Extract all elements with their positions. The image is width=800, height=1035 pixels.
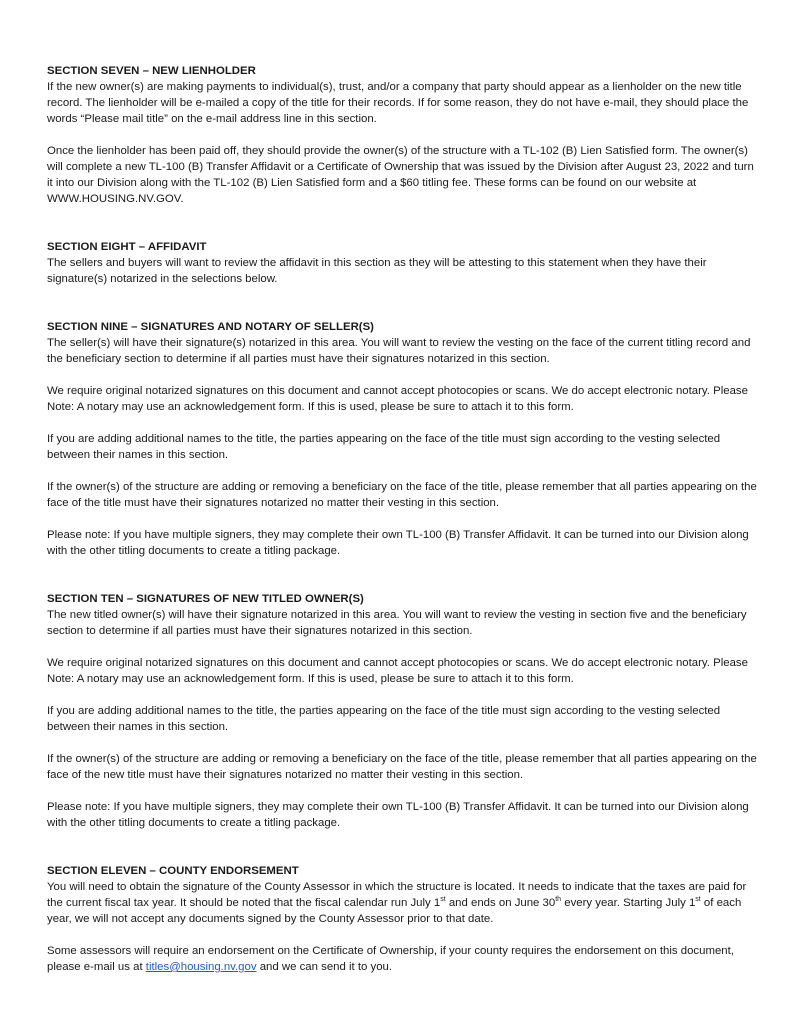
paragraph: Please note: If you have multiple signers, they may complete their own TL-100 (B) Transfer Affidavit. It can be turned into our Division along with the other titling documents to create a titling package.: [47, 801, 749, 829]
text-run: You will need to obtain the signature of the County Assessor in which the structure is located. It needs to indicate that the taxes are paid for the current fiscal tax year. It should be noted that the fiscal calendar run July 1: [47, 881, 747, 909]
section-heading: SECTION EIGHT – AFFIDAVIT: [47, 241, 207, 253]
text-run: and ends on June 30: [445, 897, 556, 909]
section-ten: [47, 591, 760, 831]
paragraph: The seller(s) will have their signature(s) notarized in this area. You will want to review the vesting on the face of the current titling record and the beneficiary section to determine if all parties must have their signatures notarized in this section.: [47, 337, 751, 365]
section-heading: SECTION SEVEN – NEW LIENHOLDER: [47, 65, 256, 77]
section-heading: SECTION ELEVEN – COUNTY ENDORSEMENT: [47, 865, 299, 877]
paragraph: The sellers and buyers will want to review the affidavit in this section as they will be attesting to this statement when they have their signature(s) notarized in the selections below.: [47, 257, 707, 285]
paragraph: [47, 943, 760, 975]
section-eight: [47, 239, 760, 287]
text-run: every year. Starting July 1: [561, 897, 696, 909]
email-link[interactable]: titles@housing.nv.gov: [145, 961, 257, 973]
paragraph: If the new owner(s) are making payments to individual(s), trust, and/or a company that party should appear as a lienholder on the new title record. The lienholder will be e-mailed a copy of the title for their records. If for some reason, they do not have e-mail, they should place the words “Please mail title” on the e-mail address line in this section.: [47, 81, 749, 125]
paragraph: If the owner(s) of the structure are adding or removing a beneficiary on the face of the title, please remember that all parties appearing on the face of the title must have their signatures notarized no matter their vesting in this section.: [47, 481, 757, 509]
ordinal-suffix: st: [440, 896, 446, 904]
paragraph: If you are adding additional names to the title, the parties appearing on the face of the title must sign according to the vesting selected between their names in this section.: [47, 705, 721, 733]
paragraph: If the owner(s) of the structure are adding or removing a beneficiary on the face of the title, please remember that all parties appearing on the face of the new title must have their signatures notarized no matter their vesting in this section.: [47, 753, 757, 781]
ordinal-suffix: st: [695, 896, 701, 904]
ordinal-suffix: th: [555, 896, 562, 904]
text-run: and we can send it to you.: [256, 961, 393, 973]
section-eleven: [47, 863, 760, 975]
paragraph: We require original notarized signatures on this document and cannot accept photocopies or scans. We do accept electronic notary. Please Note: A notary may use an acknowledgement form. If this is used, please be sure to attach it to this form.: [47, 385, 748, 413]
section-seven: [47, 63, 760, 207]
text-run: of each year, we will not accept any documents signed by the County Assessor prior to that date.: [47, 897, 742, 925]
section-heading: SECTION NINE – SIGNATURES AND NOTARY OF SELLER(S): [47, 321, 374, 333]
paragraph: Please note: If you have multiple signers, they may complete their own TL-100 (B) Transfer Affidavit. It can be turned into our Division along with the other titling documents to create a titling package.: [47, 529, 749, 557]
paragraph: [47, 879, 760, 927]
paragraph: Once the lienholder has been paid off, they should provide the owner(s) of the structure with a TL-102 (B) Lien Satisfied form. The owner(s) will complete a new TL-100 (B) Transfer Affidavit or a Certificate of Ownership that was issued by the Division after August 23, 2022 and turn it into our Division along with the TL-102 (B) Lien Satisfied form and a $60 titling fee. These forms can be found on our website at WWW.HOUSING.NV.GOV.: [47, 145, 754, 205]
paragraph: If you are adding additional names to the title, the parties appearing on the face of the title must sign according to the vesting selected between their names in this section.: [47, 433, 721, 461]
text-run: Some assessors will require an endorsement on the Certificate of Ownership, if your county requires the endorsement on this document, please e-mail us at: [47, 945, 734, 973]
paragraph: We require original notarized signatures on this document and cannot accept photocopies or scans. We do accept electronic notary. Please Note: A notary may use an acknowledgement form. If this is used, please be sure to attach it to this form.: [47, 657, 748, 685]
section-heading: SECTION TEN – SIGNATURES OF NEW TITLED OWNER(S): [47, 593, 364, 605]
section-nine: [47, 319, 760, 559]
paragraph: The new titled owner(s) will have their signature notarized in this area. You will want to review the vesting in section five and the beneficiary section to determine if all parties must have their signatures notarized in this section.: [47, 609, 747, 637]
